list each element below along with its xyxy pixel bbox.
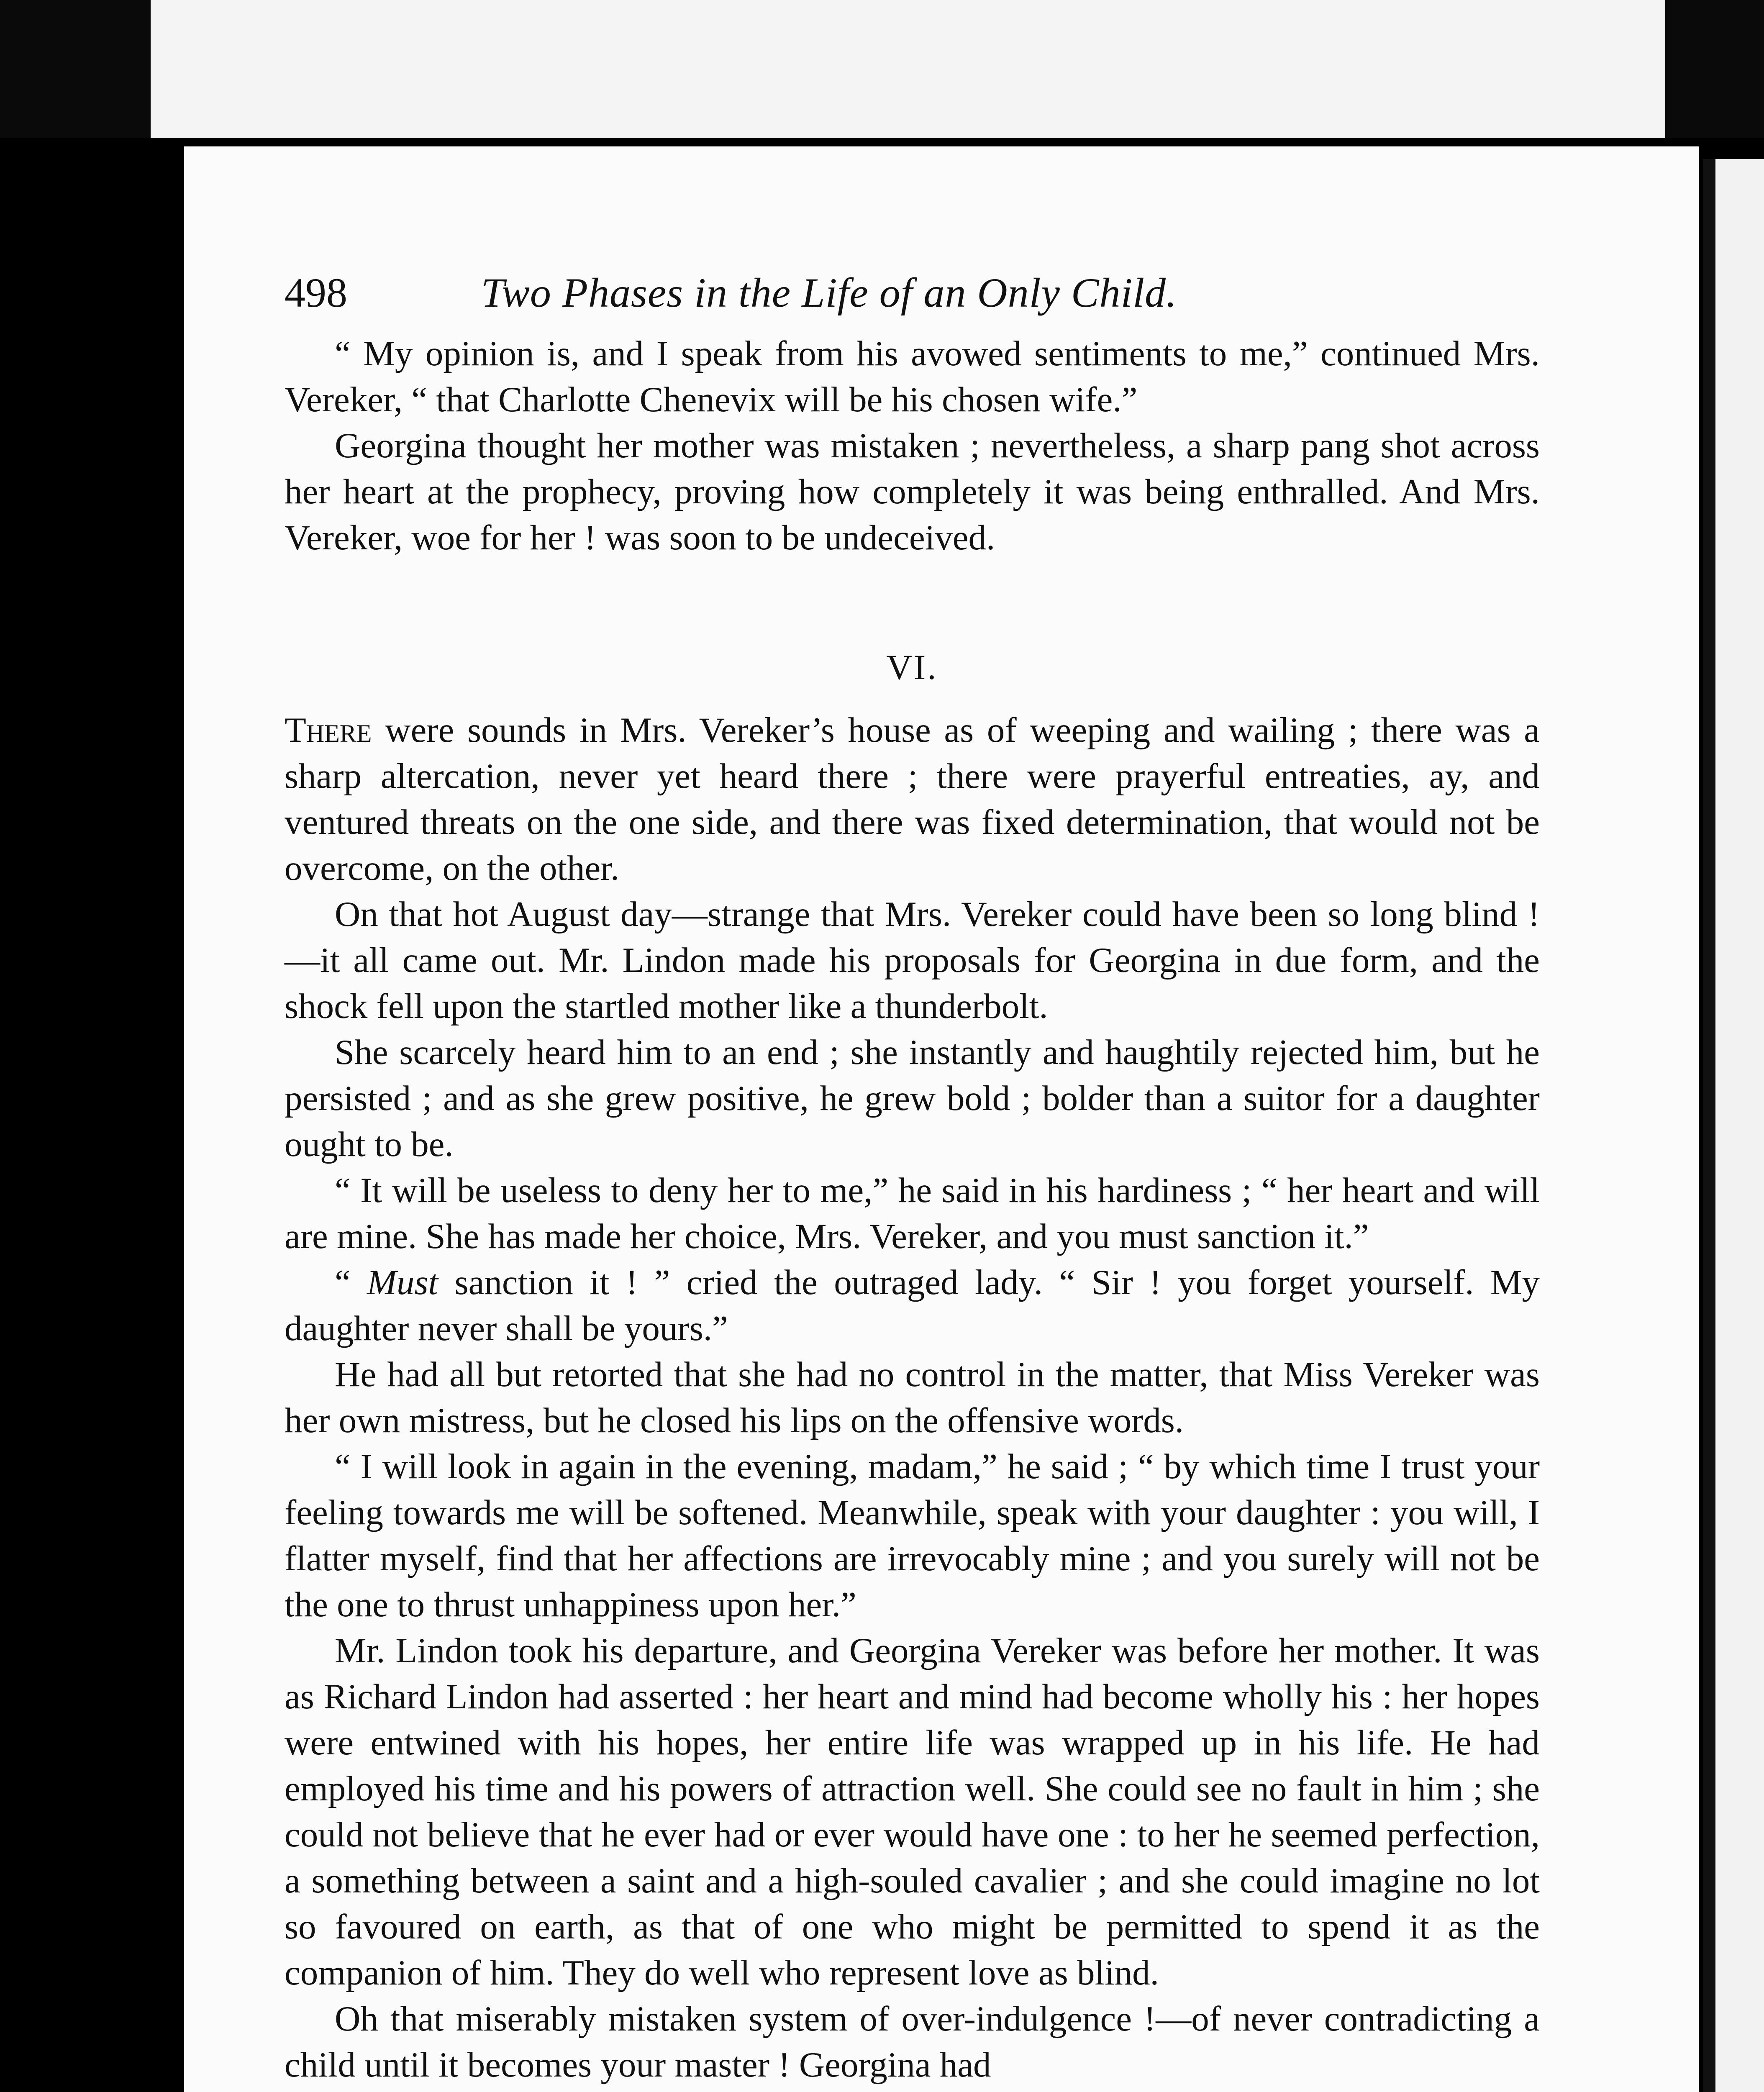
scanner-bar-right (1665, 0, 1764, 138)
paragraph: She scarcely heard him to an end ; she instantly and haughtily rejected him, but he persisted ; and as she grew positive, he grew bold ; bolder than a suitor for a daughter ought to be. (285, 1033, 1540, 1164)
page-number: 498 (285, 269, 347, 316)
page-gutter-shadow (1703, 159, 1715, 2092)
paragraph: He had all but retorted that she had no control in the matter, that Miss Vereker was her own mistress, but he closed his lips on the offensive words. (285, 1355, 1540, 1440)
paragraph-text: sanction it ! ” cried the outraged lady. “ Sir ! you forget yourself. My daughter never shall be yours.” (285, 1263, 1540, 1348)
paragraph: “ My opinion is, and I speak from his avowed sentiments to me,” continued Mrs. Vereker, “ that Charlotte Chenevix will be his chosen wife.” (285, 334, 1540, 419)
paragraph: Mr. Lindon took his departure, and Georgina Vereker was before her mother. It was as Richard Lindon had asserted : her heart and mind had become wholly his : her hopes were entwined with his hopes, her entire life was wrapped up in his life. He had employed his time and his powers of attraction well. She could see no fault in him ; she could not believe that he ever had or ever would have one : to her he seemed perfection, a something between a saint and a high-souled cavalier ; and she could imagine no lot so favoured on earth, as that of one who might be permitted to spend it as the companion of him. They do well who represent love as blind. (285, 1631, 1540, 1992)
quote-open: “ (335, 1263, 367, 1302)
paragraph: “ I will look in again in the evening, madam,” he said ; “ by which time I trust your feeling towards me will be softened. Meanwhile, speak with your daughter : you will, I flatter myself, find that her affections are irrevocably mine ; and you surely will not be the one to thrust unhappiness upon her.” (285, 1447, 1540, 1624)
opening-word: There (285, 710, 372, 750)
book-page (184, 146, 1699, 2092)
paragraph: On that hot August day—strange that Mrs. Vereker could have been so long blind !—it all came out. Mr. Lindon made his proposals for Georgina in due form, and the shock fell upon the startled mother like a thunderbolt. (285, 895, 1540, 1026)
emphasis-word: Must (367, 1263, 438, 1302)
paragraph: Georgina thought her mother was mistaken ; nevertheless, a sharp pang shot across her heart at the prophecy, proving how completely it was being enthralled. And Mrs. Vereker, woe for her ! was soon to be undeceived. (285, 426, 1540, 557)
scanner-top-strip (0, 0, 1764, 138)
facing-page-edge (1703, 159, 1764, 2092)
page-content (285, 264, 1540, 2088)
paragraph (285, 1259, 1540, 1351)
running-head (285, 264, 1540, 331)
paragraph: “ It will be useless to deny her to me,” he said in his hardiness ; “ her heart and will are mine. She has made her choice, Mrs. Vereker, and you must sanction it.” (285, 1171, 1540, 1256)
body-text (285, 331, 1540, 2088)
opening-paragraph-text: were sounds in Mrs. Vereker’s house as of weeping and wailing ; there was a sharp altercation, never yet heard there ; there were prayerful entreaties, ay, and ventured threats on the one side, and there was fixed determination, that would not be overcome, on the other. (285, 710, 1540, 888)
scanner-bar-left (0, 0, 151, 138)
paragraph: Oh that miserably mistaken system of over-indulgence !—of never contradicting a child until it becomes your master ! Georgina had (285, 1999, 1540, 2084)
section-opening-paragraph (285, 707, 1540, 891)
section-heading: VI. (886, 648, 938, 687)
running-title: Two Phases in the Life of an Only Child. (481, 269, 1177, 316)
